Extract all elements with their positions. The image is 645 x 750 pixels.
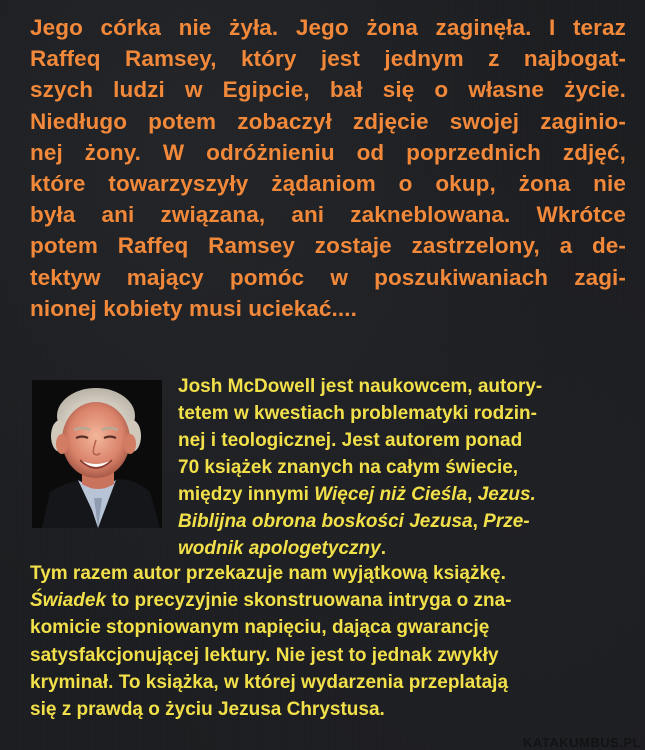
blurb-line: szych ludzi w Egipcie, bał się o własne życie. xyxy=(30,77,626,103)
bio-text: między innymi xyxy=(178,484,315,505)
plot-blurb xyxy=(30,12,626,324)
description-line xyxy=(30,587,620,614)
book-title: Biblijna obrona boskości Jezusa xyxy=(178,511,473,532)
book-title: Świadek xyxy=(30,590,107,612)
book-title: Prze- xyxy=(483,511,530,532)
description-line: się z prawdą o życiu Jezusa Chrystusa. xyxy=(30,699,385,721)
book-title: wodnik apologetyczny xyxy=(178,538,381,559)
description-text: to precyzyjnie skonstruowana intryga o zna- xyxy=(106,590,512,612)
blurb-line: Raffeq Ramsey, który jest jednym z najbogat- xyxy=(30,46,626,72)
watermark: KATAKUMBUS.PL xyxy=(523,735,641,750)
book-title: Jezus. xyxy=(477,484,536,505)
bio-line xyxy=(178,508,591,535)
bio-line: nej i teologicznej. Jest autorem ponad xyxy=(178,430,523,451)
blurb-line: Niedługo potem zobaczył zdjęcie swojej zaginio- xyxy=(30,108,626,134)
bio-line: Josh McDowell jest naukowcem, autory- xyxy=(178,376,543,397)
bio-text: . xyxy=(380,538,386,559)
description-line: komicie stopniowanym napięciu, dająca gwarancję xyxy=(30,617,490,639)
blurb-line: była ani związana, ani zakneblowana. Wkrótce xyxy=(30,202,626,228)
author-bio xyxy=(178,373,591,562)
author-photo xyxy=(32,380,162,528)
bio-line: 70 książek znanych na całym świecie, xyxy=(178,457,519,478)
book-title: Więcej niż Cieśla xyxy=(314,484,468,505)
bio-line xyxy=(178,535,591,562)
bio-line xyxy=(178,481,591,508)
book-description xyxy=(30,560,620,723)
description-line: Tym razem autor przekazuje nam wyjątkową książkę. xyxy=(30,563,506,584)
blurb-line: które towarzyszyły żądaniom o okup, żona nie xyxy=(30,171,626,197)
blurb-line: nej żony. W odróżnieniu od poprzednich zdjęć, xyxy=(30,139,626,165)
blurb-line: Jego córka nie żyła. Jego żona zaginęła. I teraz xyxy=(30,15,626,40)
bio-text: , xyxy=(467,484,478,505)
author-portrait-icon xyxy=(32,380,162,528)
description-line: satysfakcjonującej lektury. Nie jest to jednak zwykły xyxy=(30,644,499,666)
description-line: kryminał. To książka, w której wydarzenia przeplatają xyxy=(30,671,509,693)
blurb-line: tektyw mający pomóc w poszukiwaniach zagi- xyxy=(30,264,626,290)
bio-line: tetem w kwestiach problematyki rodzin- xyxy=(178,403,537,424)
blurb-line: nionej kobiety musi uciekać.... xyxy=(30,295,357,321)
bio-text: , xyxy=(472,511,484,532)
blurb-line: potem Raffeq Ramsey zostaje zastrzelony, a de- xyxy=(30,233,626,259)
